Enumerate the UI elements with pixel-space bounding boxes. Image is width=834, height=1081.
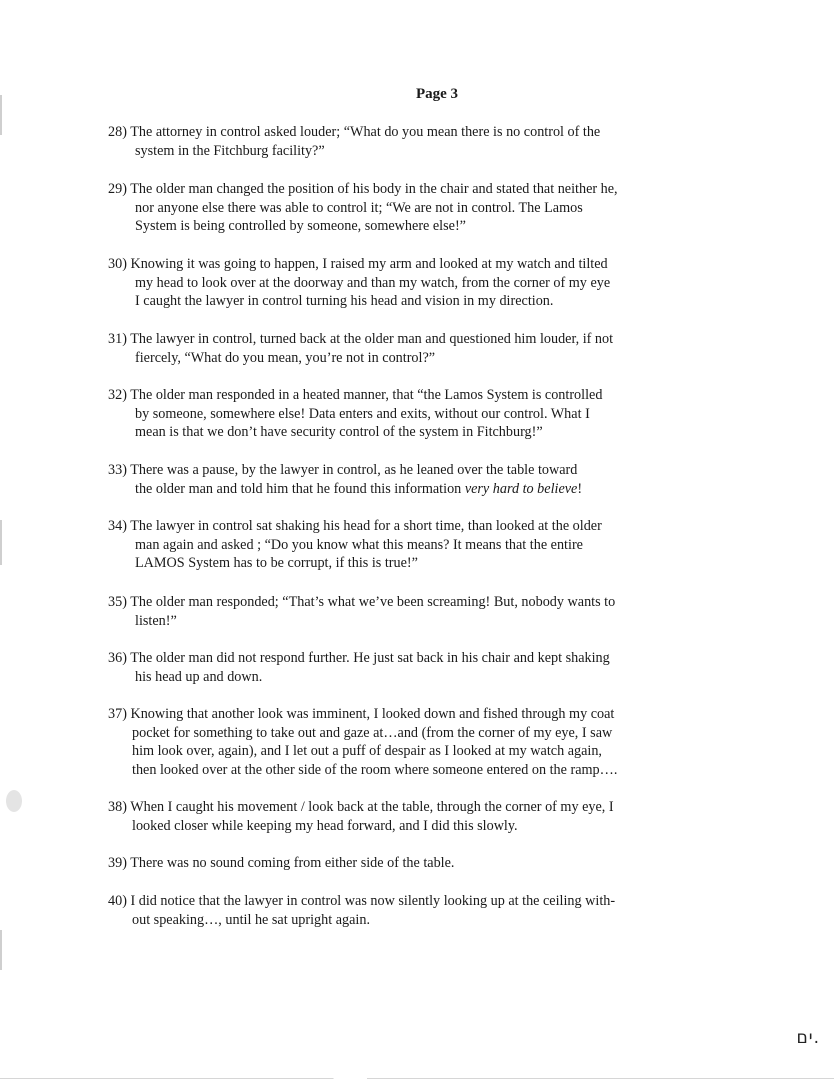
item-text: looked closer while keeping my head forward, and I did this slowly. <box>132 817 518 834</box>
item-text: I did notice that the lawyer in control was now silently looking up at the ceiling with- <box>130 893 616 909</box>
scan-edge-mark <box>0 930 2 970</box>
list-item <box>108 180 718 236</box>
item-number: 28) <box>108 124 127 140</box>
item-text: The lawyer in control, turned back at the older man and questioned him louder, if not <box>130 331 614 347</box>
item-text: mean is that we don’t have security control of the system in Fitchburg!” <box>135 424 543 440</box>
item-text: by someone, somewhere else! Data enters and exits, without our control. What I <box>135 405 590 422</box>
item-text: the older man and told him that he found this information <box>135 480 465 497</box>
item-text: The lawyer in control sat shaking his head for a short time, than looked at the older <box>130 518 602 534</box>
list-item <box>108 330 718 367</box>
item-text: The attorney in control asked louder; “What do you mean there is no control of the <box>130 124 601 140</box>
item-number: 35) <box>108 594 127 610</box>
page-title: Page 3 <box>415 86 459 102</box>
item-text: nor anyone else there was able to control it; “We are not in control. The Lamos <box>135 199 583 216</box>
item-text: fiercely, “What do you mean, you’re not in control?” <box>135 349 436 366</box>
item-text: LAMOS System has to be corrupt, if this is true!” <box>135 555 418 571</box>
item-text: ! <box>577 480 583 497</box>
item-text: listen!” <box>135 612 177 629</box>
emphasis-text: very hard to believe <box>464 480 578 497</box>
scan-bottom-edge <box>0 1078 834 1079</box>
item-text: him look over, again), and I let out a puff of despair as I looked at my watch again, <box>132 743 602 759</box>
item-text: The older man responded; “That’s what we’ve been screaming! But, nobody wants to <box>130 594 616 610</box>
list-item <box>108 461 718 498</box>
item-number: 39) <box>108 855 127 871</box>
item-number: 32) <box>108 387 127 403</box>
item-text: Knowing it was going to happen, I raised my arm and looked at my watch and tilted <box>130 256 608 272</box>
item-text: When I caught his movement / look back at the table, through the corner of my eye, I <box>130 799 614 815</box>
list-item <box>108 517 718 573</box>
list-item <box>108 854 718 873</box>
item-text: pocket for something to take out and gaze at…and (from the corner of my eye, I saw <box>132 724 613 741</box>
list-item <box>108 593 718 630</box>
item-text: my head to look over at the doorway and than my watch, from the corner of my eye <box>135 274 611 291</box>
item-number: 30) <box>108 256 127 272</box>
list-item <box>108 123 718 160</box>
item-number: 40) <box>108 893 127 909</box>
item-number: 31) <box>108 331 127 347</box>
corner-handwritten-mark: ים. <box>796 1028 820 1048</box>
item-text: The older man did not respond further. He just sat back in his chair and kept shaking <box>130 650 610 666</box>
scan-smudge <box>6 790 22 812</box>
item-number: 29) <box>108 181 127 197</box>
item-text: his head up and down. <box>135 668 263 685</box>
item-text: system in the Fitchburg facility?” <box>135 142 325 159</box>
item-number: 38) <box>108 799 127 815</box>
scan-edge-mark <box>0 520 2 565</box>
list-item <box>108 255 718 311</box>
item-text: There was no sound coming from either side of the table. <box>130 855 455 871</box>
item-text: The older man responded in a heated manner, that “the Lamos System is controlled <box>130 387 603 403</box>
item-text: out speaking…, until he sat upright again. <box>132 911 370 928</box>
item-text: Knowing that another look was imminent, I looked down and fished through my coat <box>130 706 615 722</box>
list-item <box>108 705 718 779</box>
item-number: 36) <box>108 650 127 666</box>
list-item <box>108 386 718 442</box>
item-text: The older man changed the position of his body in the chair and stated that neither he, <box>130 181 618 197</box>
item-number: 34) <box>108 518 127 534</box>
item-text: There was a pause, by the lawyer in control, as he leaned over the table toward <box>130 462 578 478</box>
item-number: 37) <box>108 706 127 722</box>
item-text: man again and asked ; “Do you know what this means? It means that the entire <box>135 536 583 553</box>
item-text: then looked over at the other side of the room where someone entered on the ramp…. <box>132 761 618 778</box>
item-text: System is being controlled by someone, somewhere else!” <box>135 218 466 234</box>
item-text: I caught the lawyer in control turning his head and vision in my direction. <box>135 293 554 309</box>
list-item <box>108 798 718 835</box>
item-number: 33) <box>108 462 127 478</box>
list-item <box>108 892 718 929</box>
list-item <box>108 649 718 686</box>
